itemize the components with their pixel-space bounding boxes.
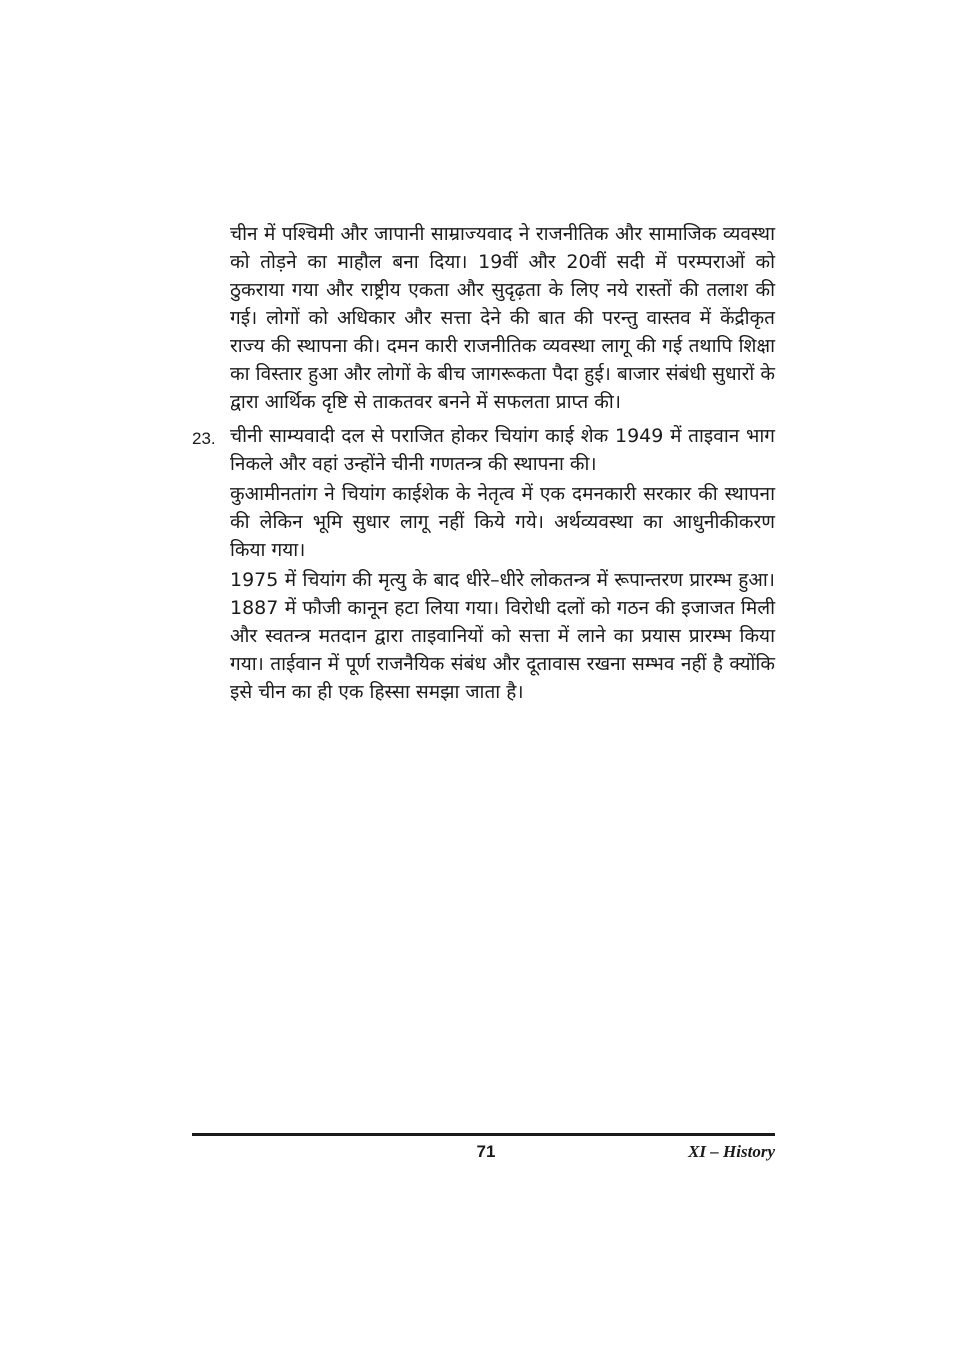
page-number: 71: [476, 1142, 496, 1161]
paragraph-answer-23-intro: चीनी साम्यवादी दल से पराजित होकर चियांग काई शेक 1949 में ताइवान भाग निकले और वहां उन्होंने चीनी गणतन्त्र की स्थापना की।: [230, 425, 775, 475]
footer-divider: [192, 1133, 775, 1136]
footer-subject-label: XI – History: [688, 1142, 775, 1161]
paragraph-answer-22: चीन में पश्चिमी और जापानी साम्राज्यवाद ने राजनीतिक और सामाजिक व्यवस्था को तोड़ने का माहौल बना दिया। 19वीं और 20वीं सदी में परम्पराओं को ठुकराया गया और राष्ट्रीय एकता और सुदृढ़ता के लिए नये रास्तों की तलाश की गई। लोगों को अधिकार और सत्ता देने की बात की परन्तु वास्तव में केंद्रीकृत राज्य की स्थापना की। दमन कारी राजनीतिक व्यवस्था लागू की गई तथापि शिक्षा का विस्तार हुआ और लोगों के बीच जागरूकता पैदा हुई। बाजार संबंधी सुधारों के द्वारा आर्थिक दृष्टि से ताकतवर बनने में सफलता प्राप्त की।: [230, 223, 775, 413]
question-number: 23.: [192, 429, 216, 448]
paragraph-democracy: 1975 में चियांग की मृत्यु के बाद धीरे–धीरे लोकतन्त्र में रूपान्तरण प्रारम्भ हुआ। 1887 में फौजी कानून हटा लिया गया। विरोधी दलों को गठन की इजाजत मिली और स्वतन्त्र मतदान द्वारा ताइवानियों को सत्ता में लाने का प्रयास प्रारम्भ किया गया। ताईवान में पूर्ण राजनैयिक संबंध और दूतावास रखना सम्भव नहीं है क्योंकि इसे चीन का ही एक हिस्सा समझा जाता है।: [230, 569, 775, 703]
paragraph-kuomintang: कुआमीनतांग ने चियांग काईशेक के नेतृत्व में एक दमनकारी सरकार की स्थापना की लेकिन भूमि सुधार लागू नहीं किये गये। अर्थव्यवस्था का आधुनीकीकरण किया गया।: [230, 483, 775, 561]
